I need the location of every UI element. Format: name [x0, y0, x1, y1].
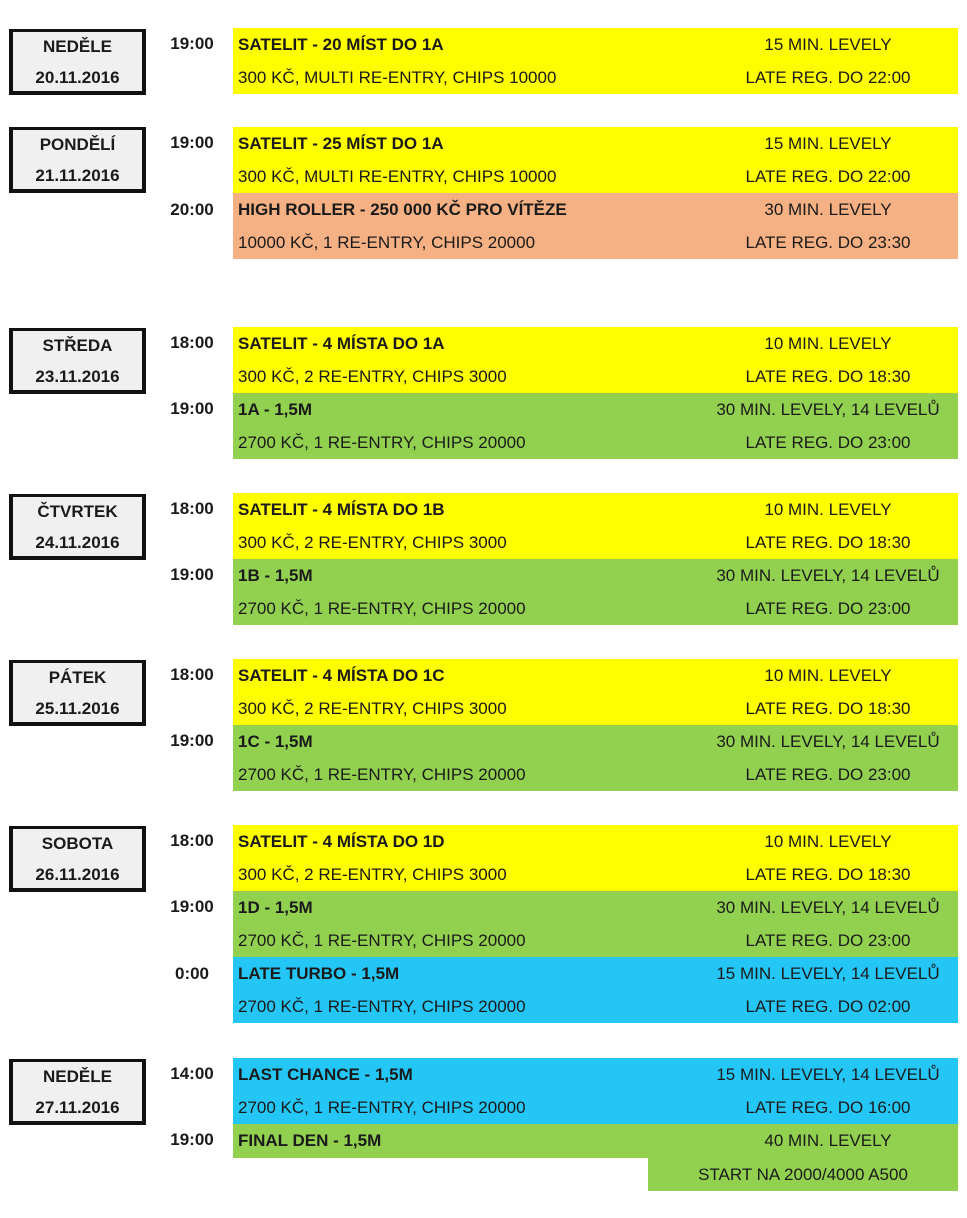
event-name: 1C - 1,5M: [238, 731, 313, 751]
event-details: 2700 KČ, 1 RE-ENTRY, CHIPS 20000: [238, 432, 526, 452]
event-name: 1A - 1,5M: [238, 399, 313, 419]
event-levels: 15 MIN. LEVELY, 14 LEVELŮ: [716, 963, 940, 983]
event-name: SATELIT - 4 MÍSTA DO 1A: [238, 333, 445, 353]
event-late-reg: LATE REG. DO 23:00: [745, 432, 911, 452]
event-time: 0:00: [174, 964, 210, 983]
event-name: LATE TURBO - 1,5M: [238, 963, 400, 983]
event-time: 18:00: [170, 831, 214, 850]
event-name: SATELIT - 4 MÍSTA DO 1D: [238, 831, 445, 851]
day-box: [9, 328, 146, 394]
event-late-reg: LATE REG. DO 23:30: [745, 232, 911, 252]
event-late-reg: LATE REG. DO 18:30: [745, 864, 911, 884]
event-time: 19:00: [170, 133, 214, 152]
event-block: [233, 28, 958, 94]
day-date: 24.11.2016: [35, 532, 120, 552]
event-details: 2700 KČ, 1 RE-ENTRY, CHIPS 20000: [238, 930, 526, 950]
event-late-reg: LATE REG. DO 16:00: [745, 1097, 911, 1117]
day-date: 23.11.2016: [35, 366, 120, 386]
day-box: [9, 127, 146, 193]
event-start-note: START NA 2000/4000 A500: [648, 1158, 958, 1191]
event-time: 19:00: [170, 34, 214, 53]
day-name: PÁTEK: [48, 667, 107, 687]
event-levels: 10 MIN. LEVELY: [764, 333, 892, 353]
event-name: 1D - 1,5M: [238, 897, 313, 917]
event-levels: 10 MIN. LEVELY: [764, 499, 892, 519]
event-block: [233, 559, 958, 625]
event-details: 300 KČ, MULTI RE-ENTRY, CHIPS 10000: [238, 67, 557, 87]
event-late-reg: LATE REG. DO 23:00: [745, 764, 911, 784]
event-levels: 15 MIN. LEVELY: [764, 133, 892, 153]
event-block: [233, 493, 958, 559]
event-late-reg: LATE REG. DO 22:00: [745, 67, 911, 87]
day-name: ČTVRTEK: [37, 501, 118, 521]
event-late-reg: LATE REG. DO 02:00: [745, 996, 911, 1016]
event-time: 18:00: [170, 333, 214, 352]
event-late-reg: LATE REG. DO 18:30: [745, 366, 911, 386]
event-late-reg: LATE REG. DO 18:30: [745, 698, 911, 718]
event-levels: 30 MIN. LEVELY, 14 LEVELŮ: [716, 399, 940, 419]
event-levels: 40 MIN. LEVELY: [764, 1130, 892, 1150]
event-time: 20:00: [170, 200, 214, 219]
event-details: 300 KČ, MULTI RE-ENTRY, CHIPS 10000: [238, 166, 557, 186]
event-time: 19:00: [170, 399, 214, 418]
event-levels: 30 MIN. LEVELY, 14 LEVELŮ: [716, 731, 940, 751]
day-box: [9, 494, 146, 560]
event-levels: 30 MIN. LEVELY, 14 LEVELŮ: [716, 565, 940, 585]
event-levels: 10 MIN. LEVELY: [764, 665, 892, 685]
event-name: 1B - 1,5M: [238, 565, 313, 585]
event-levels: 15 MIN. LEVELY, 14 LEVELŮ: [716, 1064, 940, 1084]
day-name: PONDĚLÍ: [39, 134, 116, 154]
event-name: SATELIT - 4 MÍSTA DO 1C: [238, 665, 445, 685]
day-date: 26.11.2016: [35, 864, 120, 884]
event-name: SATELIT - 4 MÍSTA DO 1B: [238, 499, 445, 519]
day-date: 20.11.2016: [35, 67, 120, 87]
event-late-reg: LATE REG. DO 23:00: [745, 598, 911, 618]
event-block: [233, 1124, 958, 1158]
event-block: [233, 891, 958, 957]
event-details: 2700 KČ, 1 RE-ENTRY, CHIPS 20000: [238, 598, 526, 618]
event-block: [233, 193, 958, 259]
event-levels: 30 MIN. LEVELY, 14 LEVELŮ: [716, 897, 940, 917]
event-block: [233, 957, 958, 1023]
day-date: 21.11.2016: [35, 165, 120, 185]
event-details: 300 KČ, 2 RE-ENTRY, CHIPS 3000: [238, 698, 507, 718]
day-box: [9, 29, 146, 95]
event-late-reg: LATE REG. DO 22:00: [745, 166, 911, 186]
event-block: [233, 127, 958, 193]
event-name: SATELIT - 20 MÍST DO 1A: [238, 34, 444, 54]
day-box: [9, 660, 146, 726]
event-block: [233, 725, 958, 791]
event-block: [233, 327, 958, 393]
day-date: 25.11.2016: [35, 698, 120, 718]
event-block: [233, 1058, 958, 1124]
event-time: 18:00: [170, 665, 214, 684]
event-details: 300 KČ, 2 RE-ENTRY, CHIPS 3000: [238, 366, 507, 386]
event-block: [233, 393, 958, 459]
event-time: 19:00: [170, 565, 214, 584]
day-date: 27.11.2016: [35, 1097, 120, 1117]
event-block: [233, 825, 958, 891]
day-name: SOBOTA: [41, 833, 114, 853]
event-details: 300 KČ, 2 RE-ENTRY, CHIPS 3000: [238, 532, 507, 552]
event-time: 19:00: [170, 731, 214, 750]
day-name: NEDĚLE: [43, 1066, 112, 1086]
day-box: [9, 1059, 146, 1125]
event-details: 300 KČ, 2 RE-ENTRY, CHIPS 3000: [238, 864, 507, 884]
event-time: 19:00: [170, 897, 214, 916]
event-levels: 10 MIN. LEVELY: [764, 831, 892, 851]
event-details: 2700 KČ, 1 RE-ENTRY, CHIPS 20000: [238, 996, 526, 1016]
event-levels: 15 MIN. LEVELY: [764, 34, 892, 54]
event-details: 10000 KČ, 1 RE-ENTRY, CHIPS 20000: [238, 232, 536, 252]
event-time: 14:00: [170, 1064, 214, 1083]
event-name: HIGH ROLLER - 250 000 KČ PRO VÍTĚZE: [238, 199, 567, 219]
event-time: 18:00: [170, 499, 214, 518]
event-block: [233, 659, 958, 725]
event-details: 2700 KČ, 1 RE-ENTRY, CHIPS 20000: [238, 1097, 526, 1117]
event-details: 2700 KČ, 1 RE-ENTRY, CHIPS 20000: [238, 764, 526, 784]
day-name: STŘEDA: [42, 335, 113, 355]
event-name: FINAL DEN - 1,5M: [238, 1130, 382, 1150]
day-box: [9, 826, 146, 892]
day-name: NEDĚLE: [43, 36, 112, 56]
event-name: SATELIT - 25 MÍST DO 1A: [238, 133, 444, 153]
event-time: 19:00: [170, 1130, 214, 1149]
event-late-reg: LATE REG. DO 18:30: [745, 532, 911, 552]
event-late-reg: LATE REG. DO 23:00: [745, 930, 911, 950]
event-levels: 30 MIN. LEVELY: [764, 199, 892, 219]
event-name: LAST CHANCE - 1,5M: [238, 1064, 413, 1084]
